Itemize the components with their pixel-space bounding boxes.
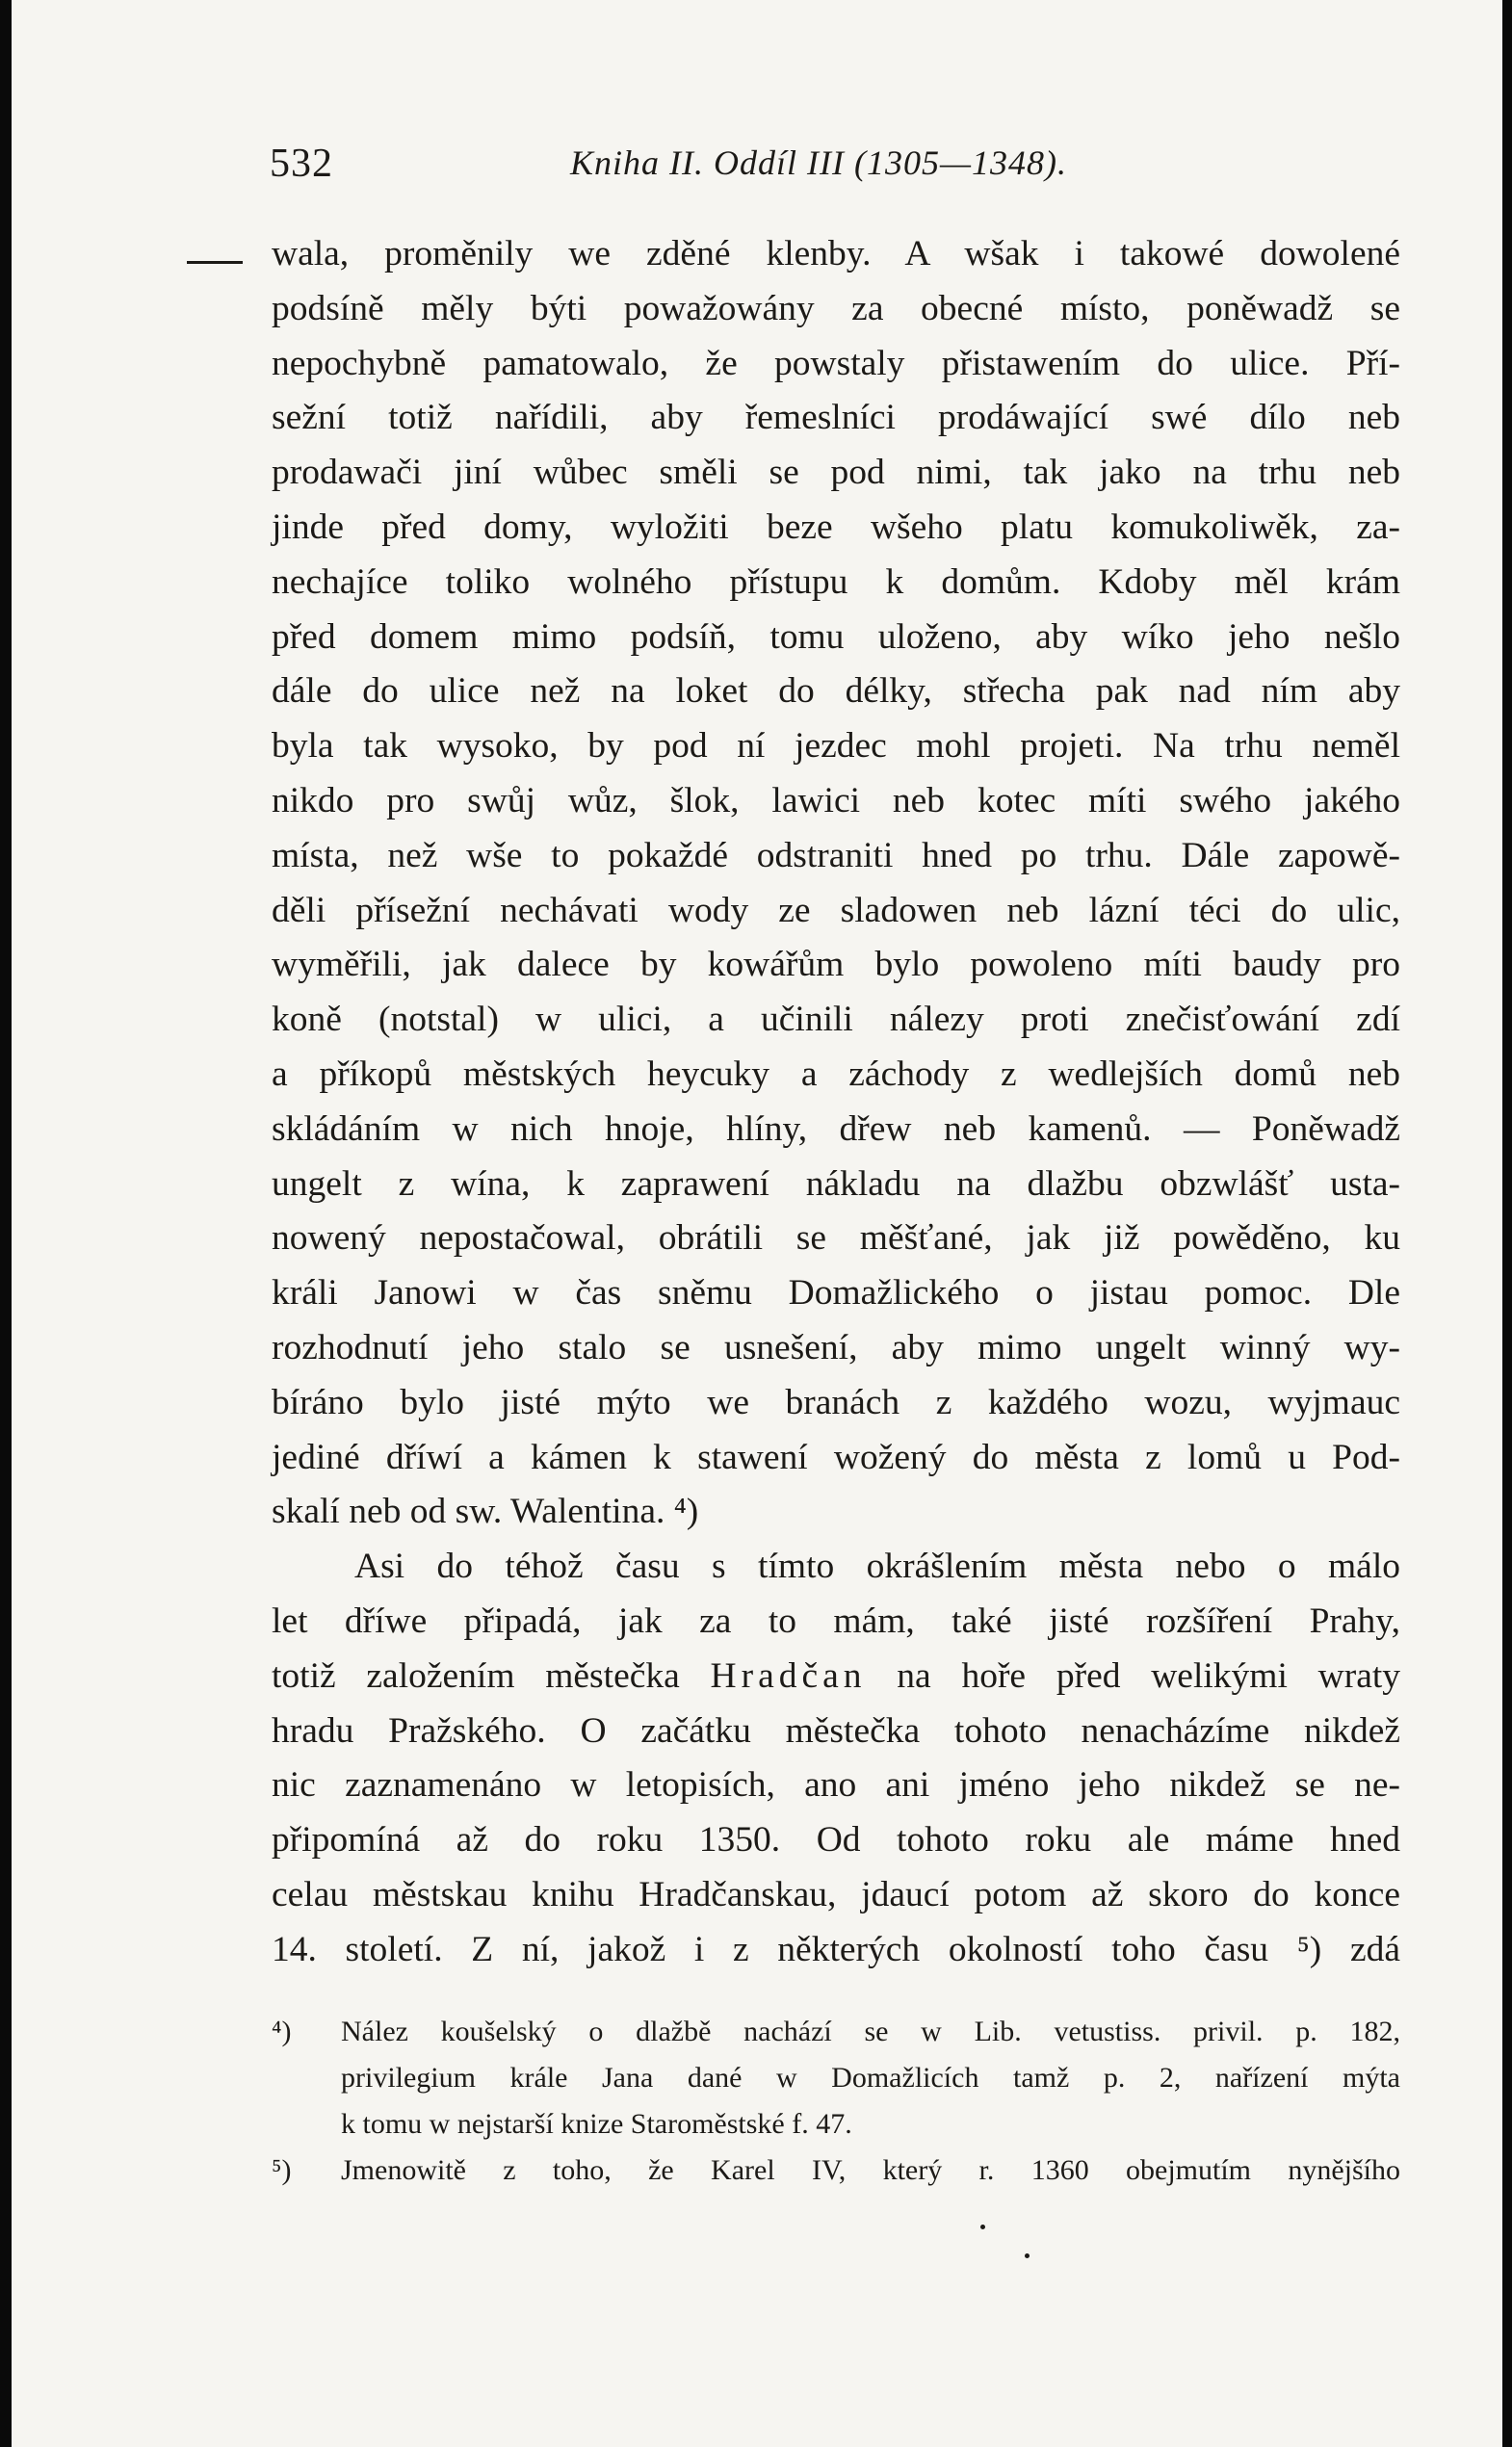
footnote-4-line: privilegium krále Jana dané w Domažlicích tamž p. 2, nařízení mýta xyxy=(341,2062,1400,2094)
footnotes xyxy=(272,2009,1400,2194)
footnote-5-line xyxy=(272,2148,1400,2194)
text-line: skalí neb od sw. Walentina. ⁴) xyxy=(272,1492,699,1532)
text-line: skládáním w nich hnoje, hlíny, dřew neb kamenů. — Poněwadž xyxy=(272,1108,1400,1149)
text-line: prodawači jiní wůbec směli se pod nimi, tak jako na trhu neb xyxy=(272,453,1400,493)
text-line: wala, proměnily we zděné klenby. A wšak i takowé dowolené xyxy=(272,234,1400,273)
spaced-name-hradcan: Hradčan xyxy=(710,1655,867,1696)
running-title: Kniha II. Oddíl III (1305—1348). xyxy=(570,143,1067,182)
text-line: dále do ulice než na loket do délky, střecha pak nad ním aby xyxy=(272,671,1400,712)
text-line: nepochybně pamatowalo, že powstaly přistawením do ulice. Pří- xyxy=(272,343,1400,383)
footnote-text: Jmenowitě z toho, že Karel IV, který r. 1360 obejmutím nynějšího xyxy=(341,2154,1400,2186)
text-line: jediné dříwí a kámen k stawení wožený do města z lomů u Pod- xyxy=(272,1437,1400,1477)
ink-speck xyxy=(980,2225,985,2229)
ink-speck xyxy=(1025,2253,1030,2258)
text-line: ungelt z wína, k zaprawení nákladu na dlažbu obzwlášť usta- xyxy=(272,1163,1400,1204)
text-line: králi Janowi w čas sněmu Domažlického o jistau pomoc. Dle xyxy=(272,1273,1400,1314)
text-line: nikdo pro swůj wůz, šlok, lawici neb kotec míti swého jakého xyxy=(272,780,1400,820)
text-line: byla tak wysoko, by pod ní jezdec mohl projeti. Na trhu neměl xyxy=(272,726,1400,767)
footnote-5-mark: ⁵) xyxy=(272,2154,292,2186)
text-line: místa, než wše to pokaždé odstraniti hned po trhu. Dále zapowě- xyxy=(272,835,1400,875)
text-line: před domem mimo podsíň, tomu uloženo, aby wíko jeho nešlo xyxy=(272,616,1400,657)
text-line: bíráno bylo jisté mýto we branách z každého wozu, wyjmauc xyxy=(272,1382,1400,1422)
footnote-4-line xyxy=(272,2009,1400,2055)
text-line: nechajíce toliko wolného přístupu k domům. Kdoby měl krám xyxy=(272,561,1400,602)
text-line: jinde před domy, wyložiti beze wšeho platu komukoliwěk, za- xyxy=(272,507,1400,547)
text-line xyxy=(272,1650,1400,1705)
book-page xyxy=(12,0,1502,2447)
text-line: rozhodnutí jeho stalo se usnešení, aby mimo ungelt winný wy- xyxy=(272,1327,1400,1367)
page-number: 532 xyxy=(270,142,333,186)
text-line: a příkopů městských heycuky a záchody z wedlejších domů neb xyxy=(272,1054,1400,1094)
text-line: děli přísežní nechávati wody ze sladowen neb lázní téci do ulic, xyxy=(272,890,1400,930)
page-header xyxy=(12,141,1502,189)
text-line: podsíně měly býti powažowány za obecné místo, poněwadž se xyxy=(272,288,1400,328)
text-line: celau městskau knihu Hradčanskau, jdaucí potom až skoro do konce xyxy=(272,1874,1400,1914)
footnote-text: Nález koušelský o dlažbě nachází se w Lib. vetustiss. privil. p. 182, xyxy=(341,2016,1400,2047)
footnote-4-mark: ⁴) xyxy=(272,2016,292,2047)
text-line: Asi do téhož času s tímto okrášlením města nebo o málo xyxy=(354,1547,1400,1587)
text-line: připomíná až do roku 1350. Od tohoto roku ale máme hned xyxy=(272,1820,1400,1861)
text-line: wyměřili, jak dalece by kowářům bylo powoleno míti baudy pro xyxy=(272,945,1400,985)
text-segment: totiž založením městečka xyxy=(272,1655,680,1696)
text-line: sežní totiž nařídili, aby řemeslníci prodáwající swé dílo neb xyxy=(272,398,1400,438)
text-line: nic zaznamenáno w letopisích, ano ani jméno jeho nikdež se ne- xyxy=(272,1765,1400,1806)
margin-dash-mark xyxy=(187,261,243,264)
text-line: hradu Pražského. O začátku městečka tohoto nenacházíme nikdež xyxy=(272,1710,1400,1751)
text-line: let dříwe připadá, jak za to mám, také jisté rozšíření Prahy, xyxy=(272,1601,1400,1641)
text-segment: na hoře před welikými wraty xyxy=(897,1655,1401,1696)
main-text xyxy=(272,227,1400,1978)
text-line: nowený nepostačowal, obrátili se měšťané, jak již powěděno, ku xyxy=(272,1218,1400,1259)
text-line: koně (notstal) w ulici, a učinili nálezy proti znečisťowání zdí xyxy=(272,1000,1400,1040)
footnote-4-line: k tomu w nejstarší knize Staroměstské f. 47. xyxy=(341,2108,852,2140)
text-line: 14. století. Z ní, jakož i z některých okolností toho času ⁵) zdá xyxy=(272,1929,1400,1969)
